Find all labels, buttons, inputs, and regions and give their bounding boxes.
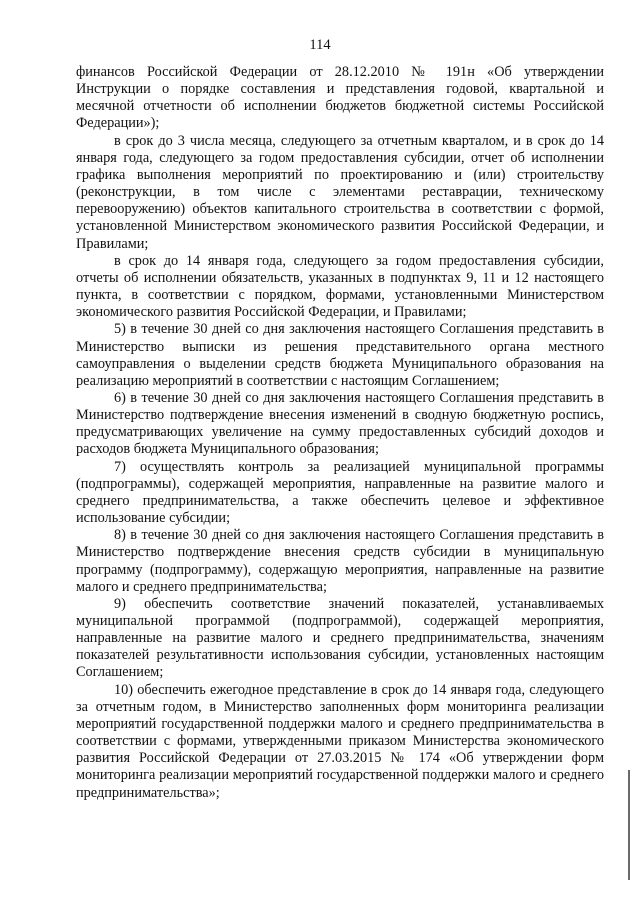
paragraph-item-6: 6) в течение 30 дней со дня заключения настоящего Соглашения представить в Министерство подтверждение внесения изменений в сводную бюджетную роспись, предусматривающих увеличение на сумму предоставленных субсидий доходов и расходов бюджета Муниципального образования; — [76, 389, 604, 458]
paragraph-item-10: 10) обеспечить ежегодное представление в срок до 14 января года, следующего за отчетным годом, в Министерство заполненных форм мониторинга реализации мероприятий государственной поддержки малого и среднего предпринимательства в соответствии с формами, утвержденными приказом Министерства экономического развития Российской Федерации от 27.03.2015 № 174 «Об утверждении форм мониторинга реализации мероприятий государственной поддержки малого и среднего предпринимательства»; — [76, 681, 604, 801]
paragraph-continuation: финансов Российской Федерации от 28.12.2010 № 191н «Об утверждении Инструкции о порядке составления и представления годовой, квартальной и месячной отчетности об исполнении бюджетов бюджетной системы Российской Федерации»); — [76, 64, 604, 132]
page-number: 114 — [309, 37, 331, 53]
scan-edge-line — [628, 770, 630, 880]
paragraph-obligations-report: в срок до 14 января года, следующего за годом предоставления субсидии, отчеты об исполнении обязательств, указанных в подпунктах 9, 11 и 12 настоящего пункта, в соответствии с порядком, формами, установленными Министерством экономического развития Российской Федерации, и Правилами; — [76, 252, 604, 321]
document-body — [76, 64, 604, 802]
paragraph-item-7: 7) осуществлять контроль за реализацией муниципальной программы (подпрограммы), содержащей мероприятия, направленные на развитие малого и среднего предпринимательства, а также обеспечить целевое и эффективное использование субсидии; — [76, 458, 604, 527]
paragraph-quarterly-report: в срок до 3 числа месяца, следующего за отчетным кварталом, и в срок до 14 января года, следующего за годом предоставления субсидии, отчет об исполнении графика выполнения мероприятий по проектированию и (или) строительству (реконструкции, в том числе с элементами реставрации, техническому перевооружению) объектов капитального строительства в соответствии с формой, установленной Министерством экономического развития Российской Федерации, и Правилами; — [76, 132, 604, 252]
paragraph-item-9: 9) обеспечить соответствие значений показателей, устанавливаемых муниципальной программой (подпрограммой), содержащей мероприятия, направленные на развитие малого и среднего предпринимательства, значениям показателей результативности использования субсидии, установленных настоящим Соглашением; — [76, 595, 604, 681]
paragraph-item-8: 8) в течение 30 дней со дня заключения настоящего Соглашения представить в Министерство подтверждение внесения средств субсидии в муниципальную программу (подпрограмму), содержащую мероприятия, направленные на развитие малого и среднего предпринимательства; — [76, 527, 604, 595]
paragraph-item-5: 5) в течение 30 дней со дня заключения настоящего Соглашения представить в Министерство выписки из решения представительного органа местного самоуправления о выделении средств бюджета Муниципального образования на реализацию мероприятий в соответствии с настоящим Соглашением; — [76, 321, 604, 389]
